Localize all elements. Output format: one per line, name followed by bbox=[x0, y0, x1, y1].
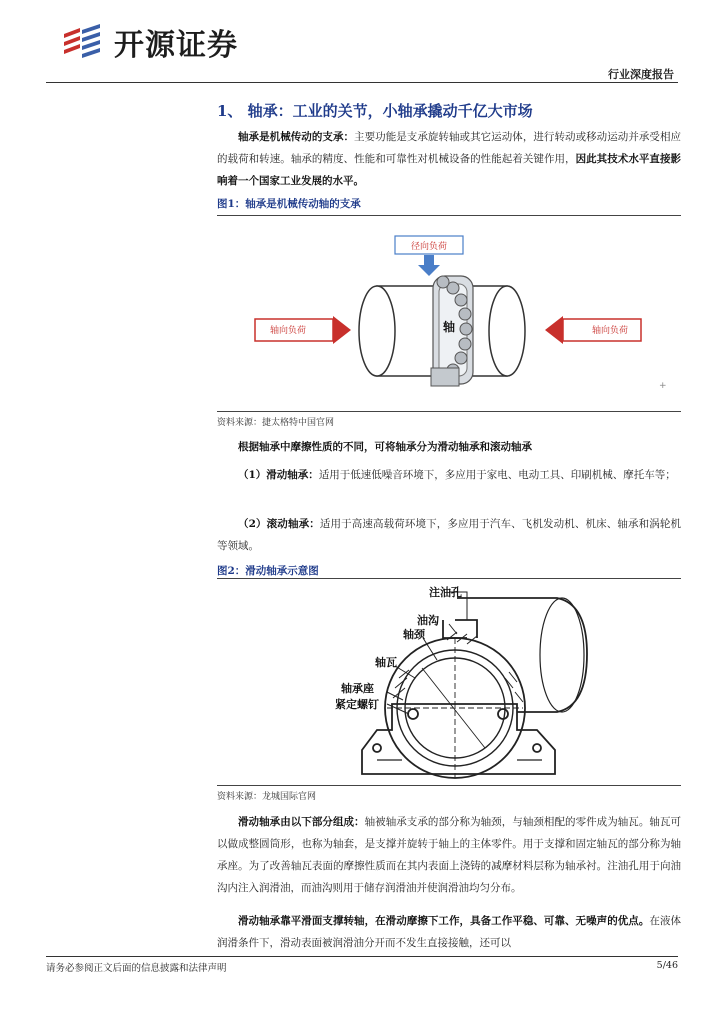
figure2-top-rule bbox=[217, 578, 681, 579]
brand-logo-mark-icon bbox=[60, 20, 104, 64]
paragraph-sliding-bearing-advantages bbox=[217, 910, 681, 954]
page-number: 5/46 bbox=[656, 960, 678, 971]
para3-body: 适用于低速低噪音环境下，多应用于家电、电动工具、印刷机械、摩托车等； bbox=[318, 469, 676, 481]
paragraph-sliding-bearing-parts bbox=[217, 811, 681, 899]
radial-load-callout bbox=[395, 236, 463, 276]
para1-body: 主要功能是支承旋转轴或其它运动体，进行转动或移动运动并承受相应的载荷和转速。轴承的精度、性能和可靠性对机械设备的性能起着关键作用， bbox=[217, 131, 682, 165]
paragraph-rolling-bearing bbox=[217, 513, 681, 557]
label-housing: 轴承座 bbox=[341, 682, 374, 695]
footer-divider bbox=[46, 956, 678, 957]
label-bushing: 轴瓦 bbox=[375, 656, 397, 669]
axial-load-left-label: 轴向负荷 bbox=[269, 326, 307, 336]
brand-name: 开源证券 bbox=[114, 28, 238, 63]
figure1-source: 资料来源：捷太格特中国官网 bbox=[217, 418, 335, 428]
para2-text: 根据轴承中摩擦性质的不同，可将轴承分为滑动轴承和滚动轴承 bbox=[238, 441, 532, 453]
axial-load-right-callout bbox=[545, 316, 641, 344]
para5-lead: 滑动轴承由以下部分组成： bbox=[238, 816, 365, 828]
para1-emphasis: 因此其技术水平直接影响着一个国家工业发展的水平。 bbox=[217, 153, 682, 187]
para3-lead: （1）滑动轴承： bbox=[238, 469, 319, 481]
label-oil-hole: 注油孔 bbox=[429, 586, 462, 599]
para1-lead: 轴承是机械传动的支承： bbox=[238, 131, 355, 143]
footer-disclaimer: 请务必参阅正文后面的信息披露和法律声明 bbox=[46, 963, 227, 974]
para5-body: 轴被轴承支承的部分称为轴颈，与轴颈相配的零件成为轴瓦。轴瓦可以做成整圆筒形，也称为轴套，是支撑并旋转于轴上的主体零件。用于支撑和固定轴瓦的部分称为轴承座。为了改善轴瓦表面的摩擦性质而在其内表面上浇铸的减摩材料层称为轴承衬。注油孔用于向油沟内注入润滑油，而油沟则用于储存润滑油并使润滑油均匀分布。 bbox=[217, 816, 682, 894]
shaft-label: 轴 bbox=[442, 320, 456, 334]
paragraph-sliding-bearing bbox=[217, 464, 681, 486]
figure1-bottom-rule bbox=[217, 411, 681, 412]
header-divider bbox=[46, 82, 678, 83]
figure2-sliding-bearing-diagram bbox=[217, 580, 681, 784]
para6-body: 在液体润滑条件下，滑动表面被润滑油分开而不发生直接接触，还可以 bbox=[217, 915, 682, 949]
para4-body: 适用于高速高载荷环境下，多应用于汽车、飞机发动机、机床、轴承和涡轮机等领域。 bbox=[217, 518, 682, 552]
report-type: 行业深度报告 bbox=[608, 68, 674, 81]
paragraph-classification bbox=[217, 436, 681, 458]
label-oil-groove: 油沟 bbox=[417, 614, 439, 627]
axial-arrow-right-icon bbox=[333, 316, 351, 344]
para6-lead: 滑动轴承靠平滑面支撑转轴，在滑动摩擦下工作，具备工作平稳、可靠、无噪声的优点。 bbox=[238, 915, 650, 927]
axial-load-left-callout bbox=[255, 316, 351, 344]
section-title bbox=[217, 100, 533, 121]
section-number: 1、 bbox=[217, 102, 243, 120]
brand-logo bbox=[60, 20, 238, 64]
section-title-text: 轴承：工业的关节，小轴承撬动千亿大市场 bbox=[247, 102, 533, 120]
figure2-bottom-rule bbox=[217, 785, 681, 786]
paragraph-bearing-intro bbox=[217, 126, 681, 192]
axial-load-right-label: 轴向负荷 bbox=[591, 326, 629, 336]
figure1-label: 图1：轴承是机械传动轴的支承 bbox=[217, 198, 361, 210]
label-journal: 轴颈 bbox=[403, 628, 425, 641]
figure2-source: 资料来源：龙城国际官网 bbox=[217, 792, 317, 802]
axial-arrow-left-icon bbox=[545, 316, 563, 344]
radial-load-label: 径向负荷 bbox=[410, 242, 448, 252]
figure2-label: 图2：滑动轴承示意图 bbox=[217, 565, 319, 577]
label-set-screw: 紧定螺钉 bbox=[335, 698, 379, 711]
radial-arrow-icon bbox=[418, 265, 440, 276]
figure1-top-rule bbox=[217, 215, 681, 216]
para4-lead: （2）滚动轴承： bbox=[238, 518, 320, 530]
figure1-bearing-diagram bbox=[217, 218, 681, 410]
figure1-mark: + bbox=[659, 381, 667, 391]
